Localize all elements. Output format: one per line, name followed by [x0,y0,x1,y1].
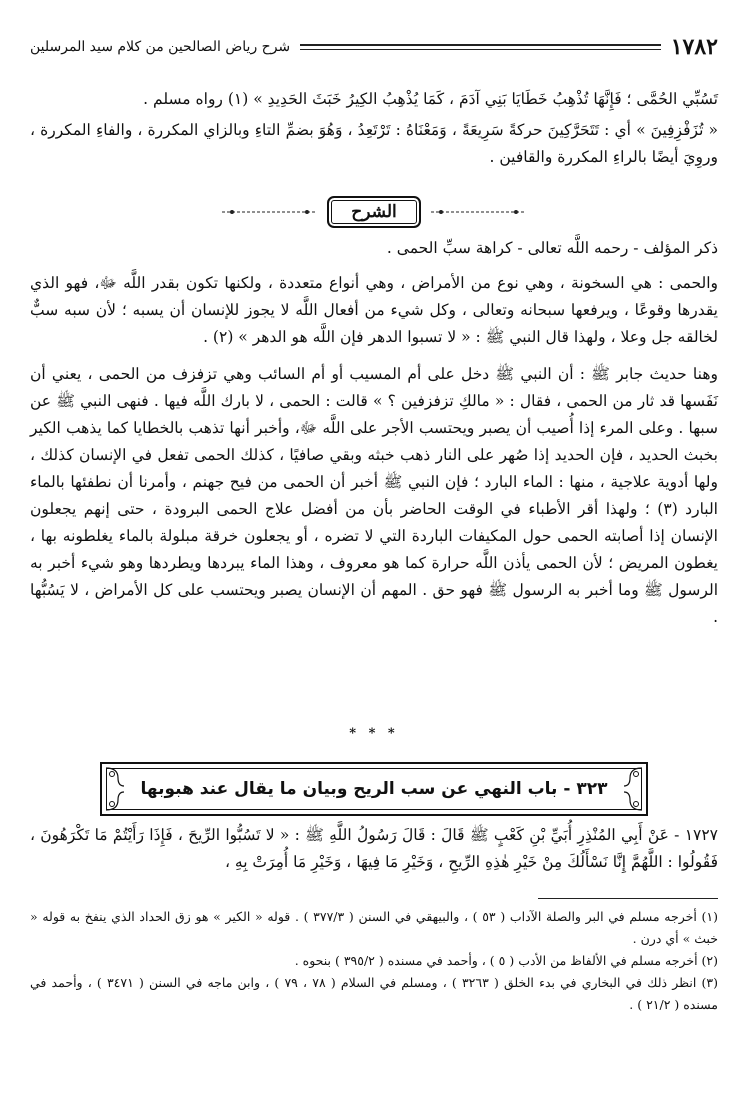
footnote: (٣) انظر ذلك في البخاري في بدء الخلق ( ٣٢٦٣ ) ، ومسلم في السلام ( ٧٨ ، ٧٩ ) ، وابن ماجه في السنن ( ٣٤٧١ ) ، وأحمد في مسنده ( ٢١/٢ ) . [30,975,718,1012]
sharh-heading [0,192,748,232]
separator-stars: * * * [349,726,399,741]
ornament-left [222,207,317,217]
sharh-heading-box: الشرح [327,196,420,228]
footnote-rule [538,898,718,899]
corner-ornament-icon [622,790,644,812]
corner-ornament-icon [104,766,126,788]
corner-ornament-icon [104,790,126,812]
chapter-title: ٣٢٣ - باب النهي عن سب الريح وبيان ما يقال عند هبوبها [140,779,608,799]
corner-ornament-icon [622,766,644,788]
page-number: ١٧٨٢ [670,34,718,60]
intro-text [30,86,718,171]
hadith-text [30,822,718,876]
intro-line: تَسُبِّي الحُمَّى ؛ فَإِنَّهَا تُذْهِبُ خَطَايَا بَنِي آدَمَ ، كَمَا يُذْهِبُ الكِيرُ خَبَثَ الحَدِيدِ » (١) رواه مسلم . [143,90,718,108]
commentary-paragraph: ذكر المؤلف - رحمه اللَّه تعالى - كراهة سبِّ الحمى . [386,239,718,257]
hadith-line: ١٧٢٧ - عَنْ أَبِي المُنْذِرِ أُبَيِّ بْنِ كَعْبٍ ﷺ قَالَ : قَالَ رَسُولُ اللَّهِ ﷺ : « لا تَسُبُّوا الرِّيحَ ، فَإِذَا رَأَيْتُمْ مَا تَكْرَهُونَ ، فَقُولُوا : اللَّهُمَّ إِنَّا نَسْأَلُكَ مِنْ خَيْرِ هٰذِهِ الرِّيحِ ، وَخَيْرِ مَا فِيهَا ، وَخَيْرِ مَا أُمِرَتْ بِهِ ، [30,826,718,871]
footnote: (١) أخرجه مسلم في البر والصلة الآداب ( ٥٣ ) ، والبيهقي في السنن ( ٣٧٧/٣ ) . قوله « الكير » هو زق الحداد الذي ينفخ به قوله « خبث » أي درن . [30,909,718,946]
book-title: شرح رياض الصالحين من كلام سيد المرسلين [30,39,291,55]
header-rule [300,44,661,50]
ornament-right [431,207,526,217]
chapter-title-box [100,762,648,816]
running-header [30,32,718,62]
commentary-paragraph: وهنا حديث جابر ﷺ : أن النبي ﷺ دخل على أم المسيب أو أم السائب وهي تزفزف من الحمى ، يعني أن نَفَسها قد ثار من الحمى ، فقال : « مالكِ تزفزفين ؟ » قالت : الحمى ، لا بارك اللَّه فيها . فنهى النبي ﷺ عن سبها . وعلى المرء إذا أُصيب أن يصبر ويحتسب الأجر على اللَّه ﷻ، وأخبر أنها تذهب بالخطايا كما يذهب الكير بخبث الحديد ، فإن الحديد إذا صُهر على النار ذهب خبثه وبقي صافيًا ، كذلك الحمى تفعل في الإنسان كذلك ، ولها أدوية علاجية ، منها : الماء البارد ؛ فإن النبي ﷺ أخبر أن الحمى من فيح جهنم ، وأمرنا أن نطفئها بالماء البارد (٣) ؛ ولهذا أقر الأطباء في الوقت الحاضر بأن من أفضل علاج الحمى البرودة ، حتى إنهم يجعلون الإنسان إذا أصابته الحمى حول المكيفات الباردة التي لا تضره ، أو يجعلون خرقة مبلولة بالماء يغلطونه بها ، يغطون المريض ؛ لأن الحمى يأذن اللَّه حرارة كما هو معروف ، وهذا الماء يبردها ويطردها وهو شيء أخبر به الرسول ﷺ وما أخبر به الرسول ﷺ فهو حق . المهم أن الإنسان يصبر ويحتسب على كل الأمراض ، لا يَسُبُّها . [30,365,718,626]
footnote: (٢) أخرجه مسلم في الألفاظ من الأدب ( ٥ ) ، وأحمد في مسنده ( ٣٩٥/٢ ) بنحوه . [294,953,718,968]
footnotes [30,906,718,1016]
intro-line: « تُزَفْزِفِينَ » أي : تَتَحَرَّكِينَ حركةً سَرِيعَةً ، وَمَعْنَاهُ : تَرْتَعِدُ ، وَهُوَ بضمِّ التاءِ وبالزاي المكررة ، والفاءِ المكررة ، وروِيَ أيضًا بالراءِ المكررة والقافين . [30,121,718,166]
commentary [30,235,718,631]
commentary-paragraph: والحمى : هي السخونة ، وهي نوع من الأمراض ، وهي أنواع متعددة ، ولكنها تكون بقدر اللَّه ﷻ، فهو الذي يقدرها وقوعًا ، ويرفعها سبحانه وتعالى ، وكل شيء من أفعال اللَّه لا يجوز للإنسان أن يسبه ؛ لأن سبه سبٌّ لخالقه جل وعلا ، ولهذا قال النبي ﷺ : « لا تسبوا الدهر فإن اللَّه هو الدهر » (٢) . [30,274,718,346]
